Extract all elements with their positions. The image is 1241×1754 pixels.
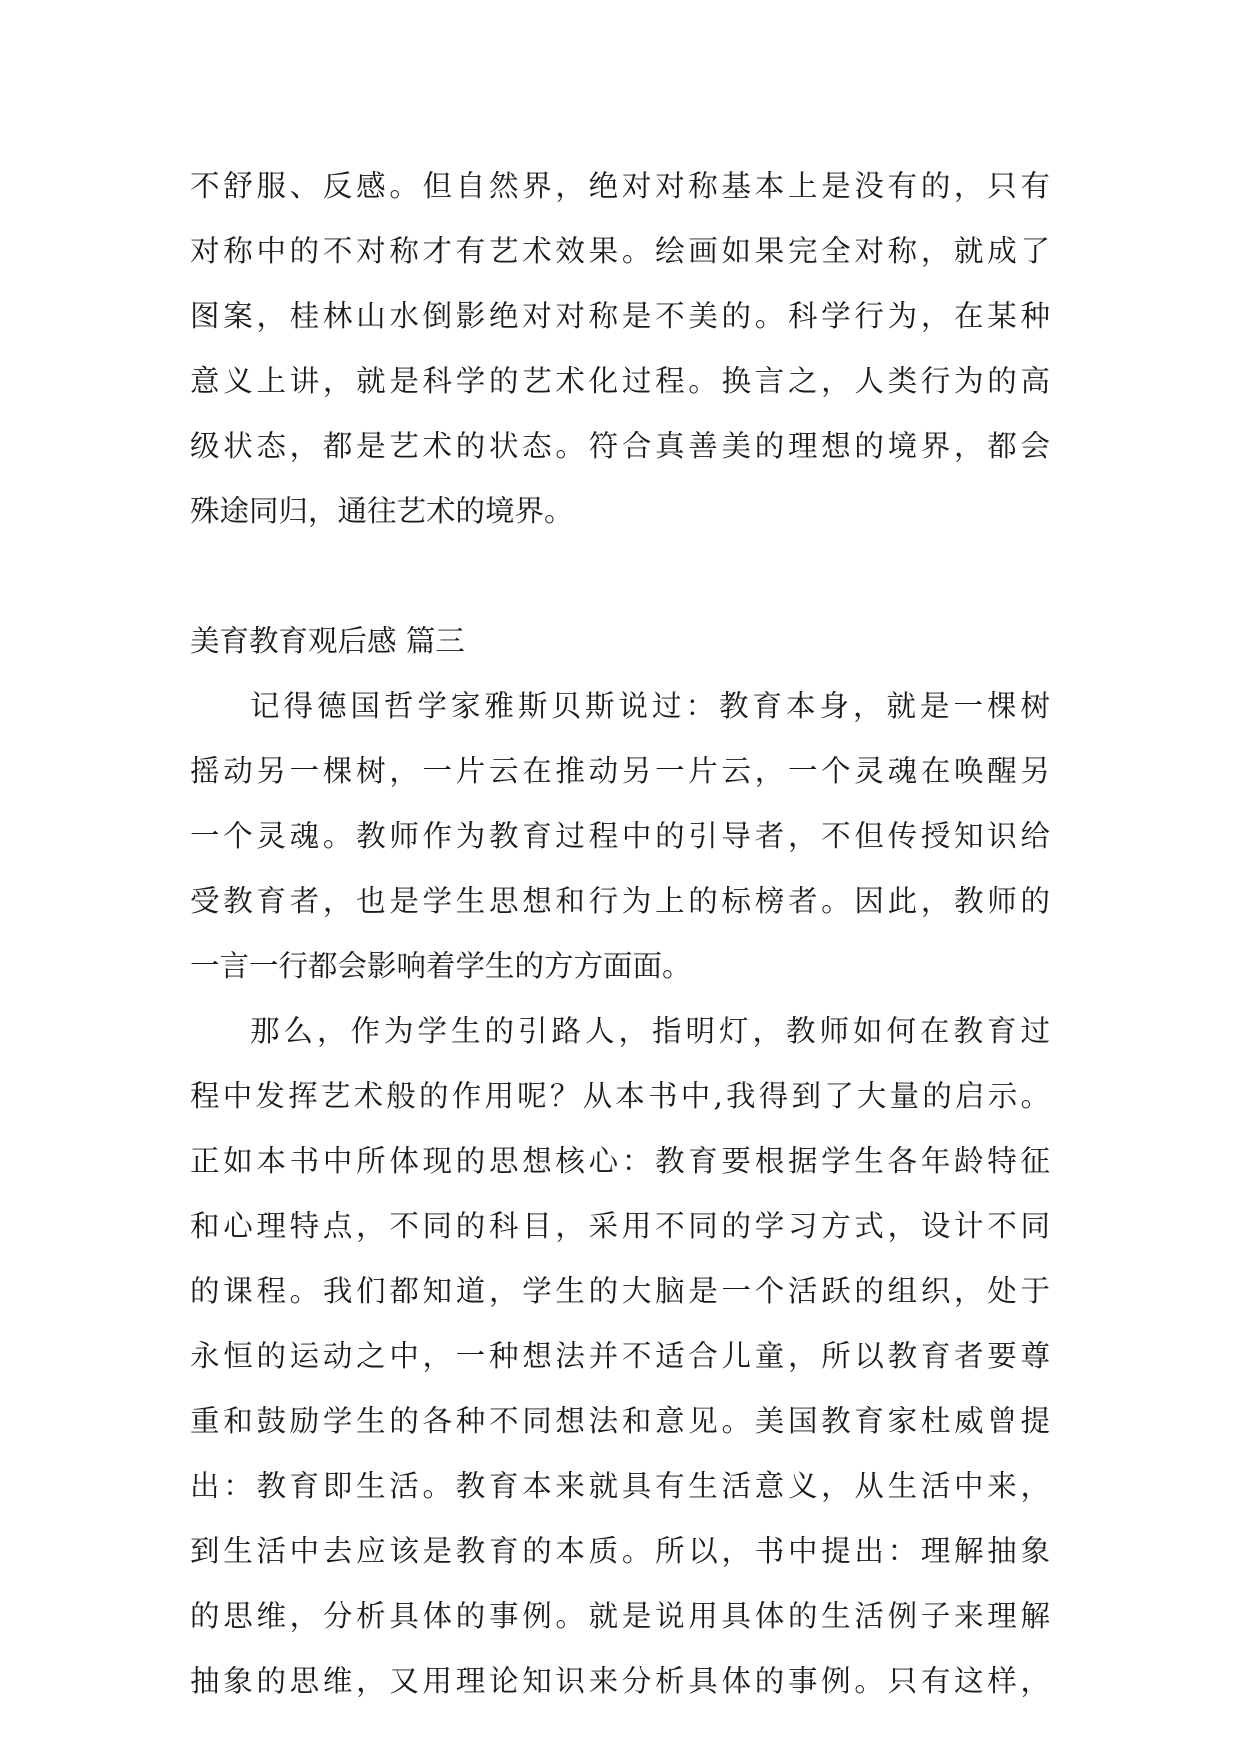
text-line: 到生活中去应该是教育的本质。所以，书中提出：理解抽象 (190, 1534, 1050, 1568)
text-line: 不舒服、反感。但自然界，绝对对称基本上是没有的，只有 (190, 169, 1050, 203)
text-line: 对称中的不对称才有艺术效果。绘画如果完全对称，就成了 (190, 234, 1050, 268)
section-heading: 美育教育观后感 篇三 (190, 624, 465, 658)
text-line: 一言一行都会影响着学生的方方面面。 (190, 949, 692, 983)
text-line: 正如本书中所体现的思想核心：教育要根据学生各年龄特征 (190, 1144, 1050, 1178)
text-line: 抽象的思维，又用理论知识来分析具体的事例。只有这样， (190, 1664, 1050, 1698)
text-line: 殊途同归，通往艺术的境界。 (190, 494, 574, 528)
text-line: 记得德国哲学家雅斯贝斯说过：教育本身，就是一棵树 (250, 689, 1050, 723)
text-line: 的思维，分析具体的事例。就是说用具体的生活例子来理解 (190, 1599, 1050, 1633)
text-line: 那么，作为学生的引路人，指明灯，教师如何在教育过 (250, 1014, 1050, 1048)
text-line: 的课程。我们都知道，学生的大脑是一个活跃的组织，处于 (190, 1274, 1050, 1308)
text-line: 程中发挥艺术般的作用呢？从本书中,我得到了大量的启示。 (190, 1079, 1050, 1113)
text-line: 重和鼓励学生的各种不同想法和意见。美国教育家杜威曾提 (190, 1404, 1050, 1438)
text-line: 出：教育即生活。教育本来就具有生活意义，从生活中来， (190, 1469, 1050, 1503)
text-line: 级状态，都是艺术的状态。符合真善美的理想的境界，都会 (190, 429, 1050, 463)
text-line: 图案，桂林山水倒影绝对对称是不美的。科学行为，在某种 (190, 299, 1050, 333)
text-line: 永恒的运动之中，一种想法并不适合儿童，所以教育者要尊 (190, 1339, 1050, 1373)
text-line: 和心理特点，不同的科目，采用不同的学习方式，设计不同 (190, 1209, 1050, 1243)
text-line: 一个灵魂。教师作为教育过程中的引导者，不但传授知识给 (190, 819, 1050, 853)
text-line: 摇动另一棵树，一片云在推动另一片云，一个灵魂在唤醒另 (190, 754, 1050, 788)
text-line: 受教育者，也是学生思想和行为上的标榜者。因此，教师的 (190, 884, 1050, 918)
text-line: 意义上讲，就是科学的艺术化过程。换言之，人类行为的高 (190, 364, 1050, 398)
